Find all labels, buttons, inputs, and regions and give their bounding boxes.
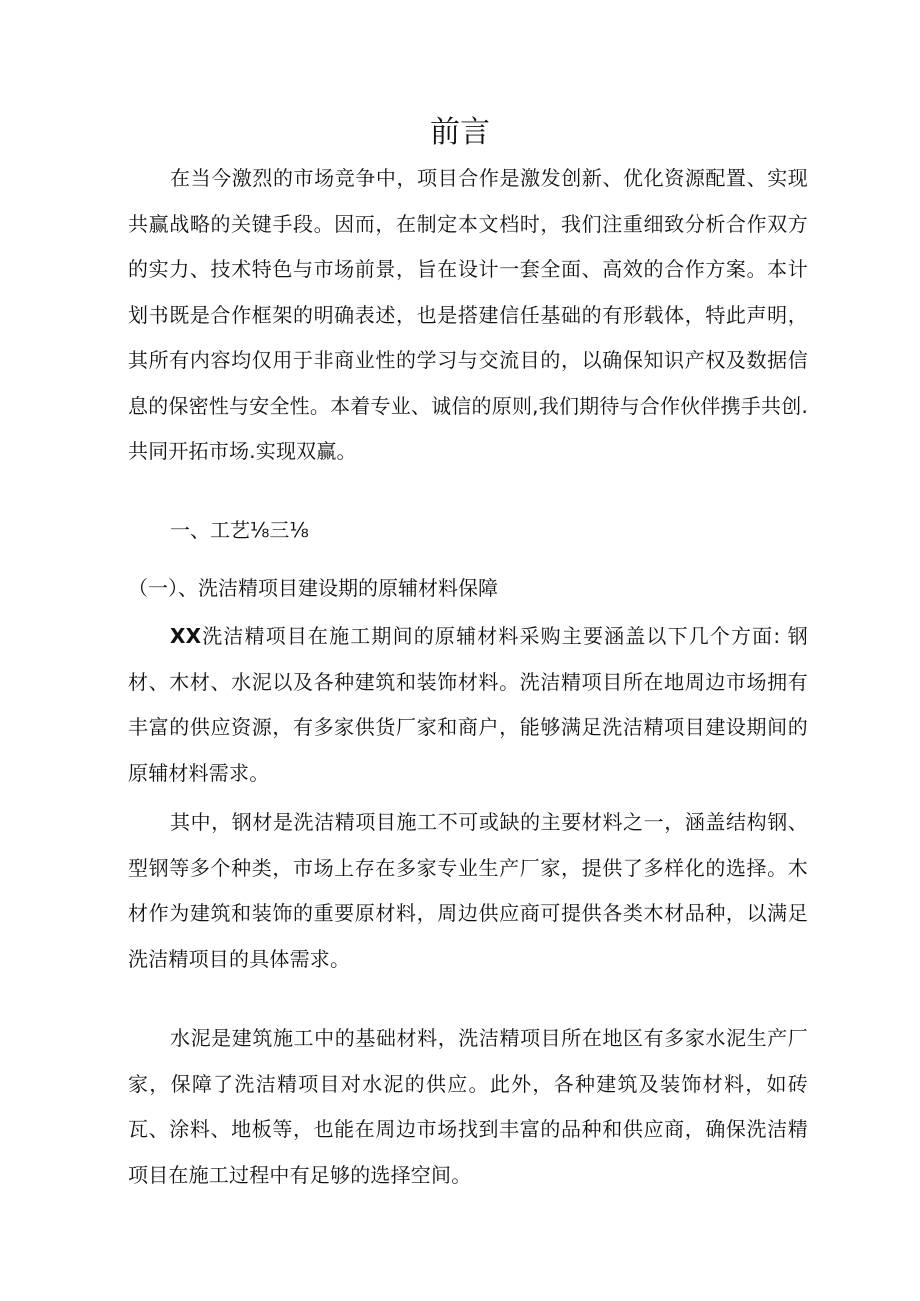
page-title: 前言 — [430, 115, 490, 150]
subsection-heading: （一）、洗洁精项目建设期的原辅材料保障 — [128, 576, 498, 600]
paragraph-lead-text: XX — [170, 624, 202, 648]
section-heading: 一、工艺⅛三⅛ — [170, 518, 309, 542]
paragraph-body-text: 洗洁精项目在施工期间的原辅材料采购主要涵盖以下几个方面: 钢材、木材、水泥以及各种建筑和装饰材料。洗洁精项目所在地周边市场拥有丰富的供应资源，有多家供货厂家和商户，能够满足洗洁精项目建设期间的原辅材料需求。 — [128, 624, 808, 785]
intro-paragraph: 在当今激烈的市场竞争中，项目合作是激发创新、优化资源配置、实现共赢战略的关键手段。因而，在制定本文档时，我们注重细致分析合作双方的实力、技术特色与市场前景，旨在设计一套全面、高效的合作方案。本计划书既是合作框架的明确表述，也是搭建信任基础的有形载体，特此声明，其所有内容均仅用于非商业性的学习与交流目的，以确保知识产权及数据信息的保密性与安全性。本着专业、诚信的原则,我们期待与合作伙伴携手共创.共同开拓市场.实现双赢。 — [128, 166, 808, 463]
paragraph-raw-materials — [128, 614, 808, 796]
paragraph-steel-wood: 其中，钢材是洗洁精项目施工不可或缺的主要材料之一，涵盖结构钢、型钢等多个种类，市场上存在多家专业生产厂家，提供了多样化的选择。木材作为建筑和装饰的重要原材料，周边供应商可提供各类木材品种，以满足洗洁精项目的具体需求。 — [128, 810, 808, 971]
paragraph-cement: 水泥是建筑施工中的基础材料，洗洁精项目所在地区有多家水泥生产厂家，保障了洗洁精项目对水泥的供应。此外，各种建筑及装饰材料，如砖瓦、涂料、地板等，也能在周边市场找到丰富的品种和供应商，确保洗洁精项目在施工过程中有足够的选择空间。 — [128, 1026, 808, 1187]
